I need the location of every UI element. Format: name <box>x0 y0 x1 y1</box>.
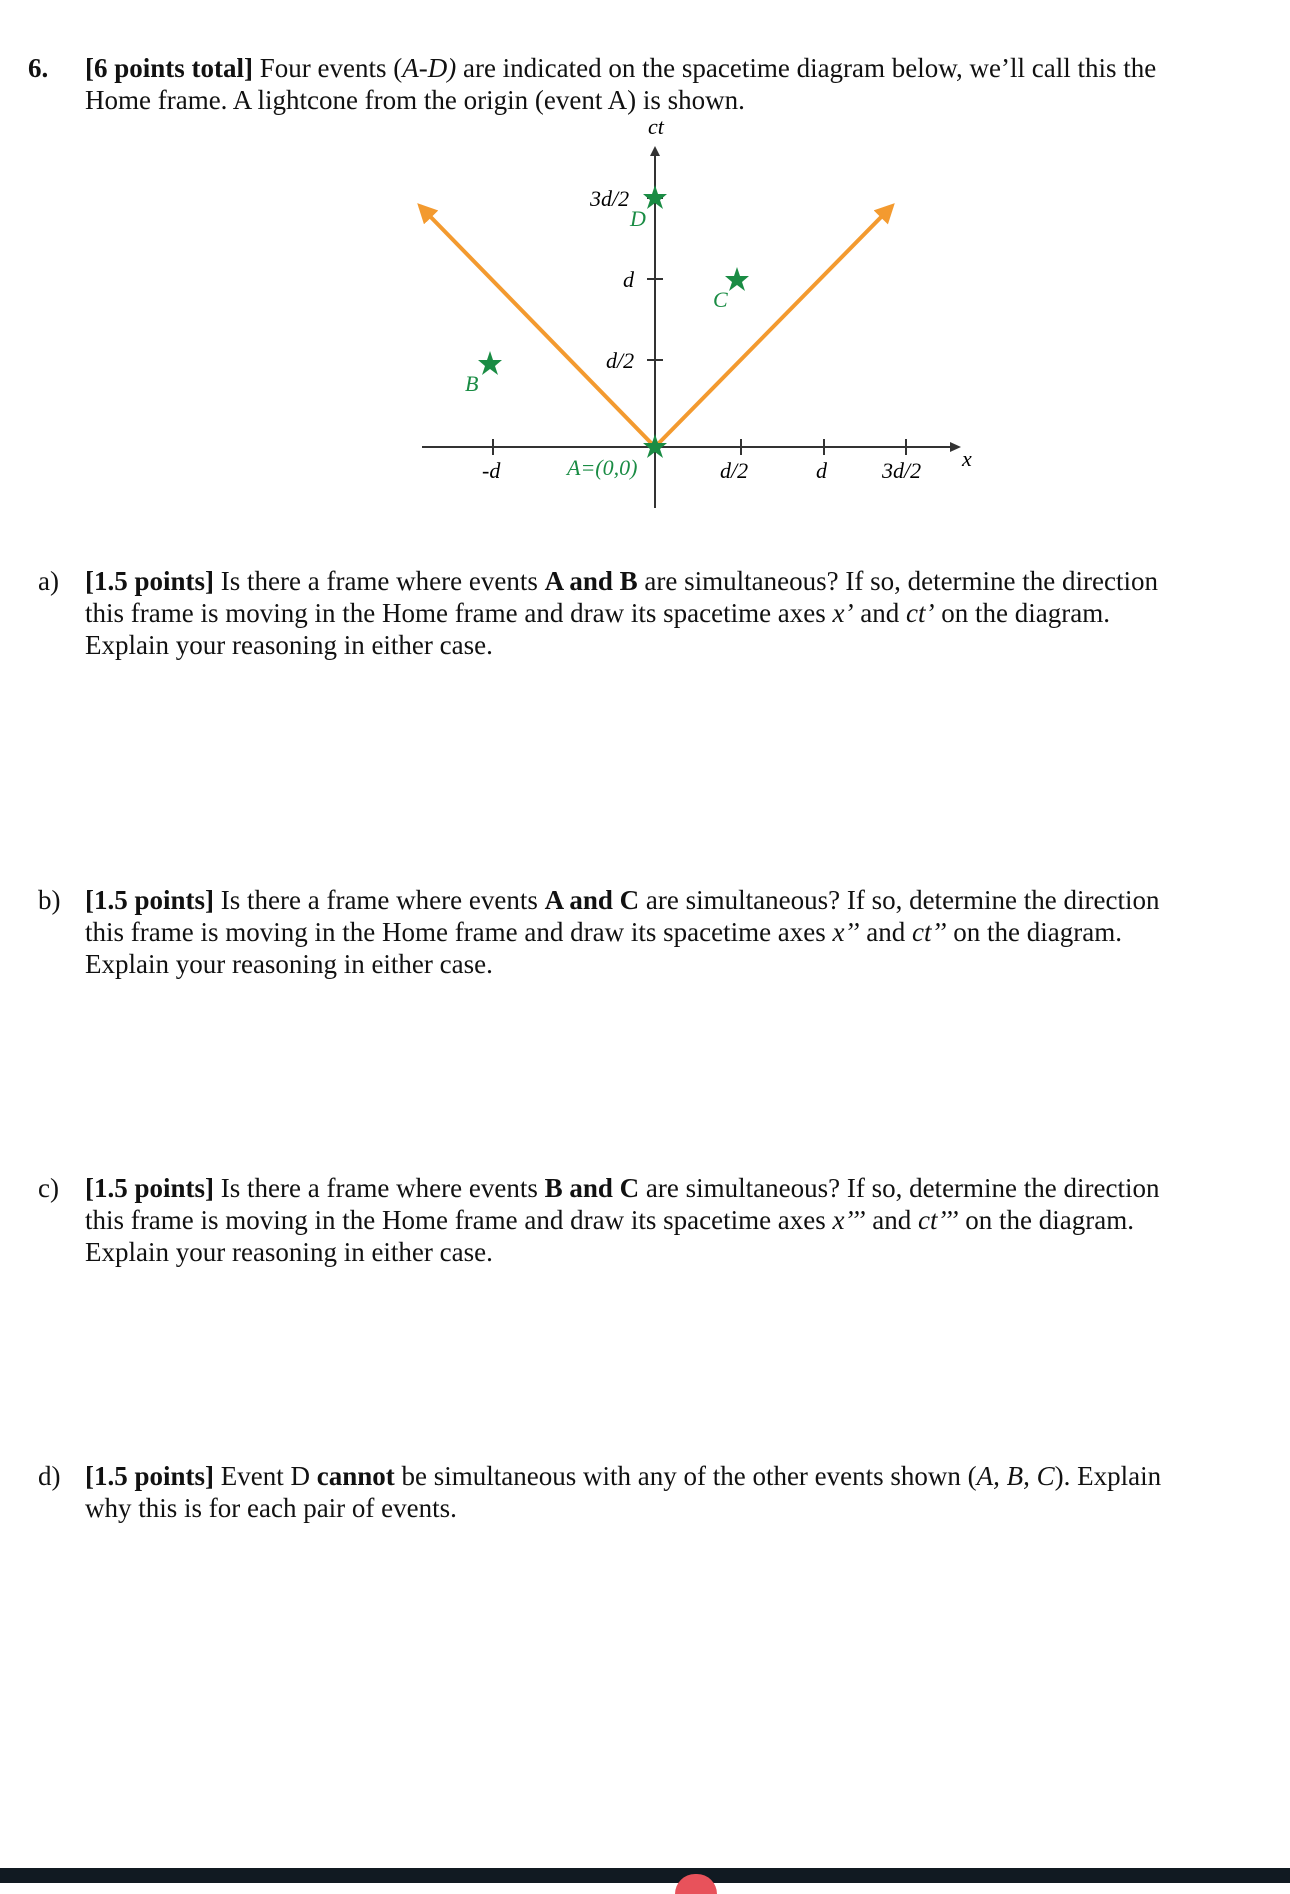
spacetime-diagram <box>400 112 1000 512</box>
part-a-letter: a) <box>38 566 59 596</box>
part-b-ct-axis-name: ct’’ <box>912 917 947 947</box>
part-c-ct-axis-name: ct’’’ <box>918 1205 959 1235</box>
part-d-line-1 <box>85 1460 1265 1492</box>
part-a-points: [1.5 points] <box>85 566 215 596</box>
part-a-line-1 <box>85 565 1265 597</box>
x-axis-label: x <box>962 446 972 471</box>
lightcone-right <box>655 206 892 447</box>
part-c-text: this frame is moving in the Home frame and draw its spacetime axes <box>85 1205 833 1235</box>
y-tick-label-d: d <box>623 267 634 292</box>
intro-text-1a: Four events ( <box>259 53 403 83</box>
origin-label: A=(0,0) <box>567 455 638 480</box>
part-d-events: A, B, C <box>976 1461 1055 1491</box>
part-a-text: are simultaneous? If so, determine the direction <box>637 566 1158 596</box>
part-c-x-axis-name: x’’’ <box>832 1205 866 1235</box>
question-intro <box>85 52 1265 116</box>
question-number: 6. <box>28 53 49 83</box>
intro-text-1b: are indicated on the spacetime diagram below, we’ll call this the <box>456 53 1157 83</box>
part-a-x-axis-name: x’ <box>832 598 854 628</box>
x-tick-label-3d2: 3d/2 <box>882 458 922 483</box>
x-tick-label-d2: d/2 <box>720 458 749 483</box>
part-a-line-3: Explain your reasoning in either case. <box>85 630 493 660</box>
event-c-star <box>725 267 749 291</box>
y-tick-label-3d2: 3d/2 <box>590 186 630 211</box>
part-b <box>85 884 1265 980</box>
part-b-line-1 <box>85 884 1265 916</box>
part-a-events: A and B <box>544 566 638 596</box>
part-b-line-2 <box>85 916 1265 948</box>
part-b-text: and <box>859 917 913 947</box>
part-c-text: are simultaneous? If so, determine the direction <box>639 1173 1160 1203</box>
part-b-text: on the diagram. <box>946 917 1122 947</box>
part-c-line-1 <box>85 1172 1265 1204</box>
part-c-points: [1.5 points] <box>85 1173 215 1203</box>
part-d-text: ). Explain <box>1054 1461 1162 1491</box>
event-c-label: C <box>713 287 728 312</box>
part-b-text: this frame is moving in the Home frame and draw its spacetime axes <box>85 917 833 947</box>
part-d-text: Event D <box>214 1461 317 1491</box>
part-c-line-3: Explain your reasoning in either case. <box>85 1237 493 1267</box>
part-c <box>85 1172 1265 1268</box>
ct-axis-label: ct <box>648 114 664 139</box>
part-a-text: this frame is moving in the Home frame and draw its spacetime axes <box>85 598 833 628</box>
part-c-letter: c) <box>38 1173 59 1203</box>
bottom-bar <box>0 1868 1290 1883</box>
part-c-text: on the diagram. <box>958 1205 1134 1235</box>
part-b-letter: b) <box>38 885 61 915</box>
part-d <box>85 1460 1265 1524</box>
part-b-line-3: Explain your reasoning in either case. <box>85 949 493 979</box>
part-c-text: and <box>865 1205 919 1235</box>
x-axis-arrowhead <box>950 442 961 452</box>
part-b-text: Is there a frame where events <box>214 885 545 915</box>
part-d-points: [1.5 points] <box>85 1461 215 1491</box>
part-c-events: B and C <box>544 1173 640 1203</box>
part-a-ct-axis-name: ct’ <box>906 598 935 628</box>
question-intro-line-1 <box>85 52 1265 84</box>
part-a-text: Is there a frame where events <box>214 566 545 596</box>
event-b-label: B <box>465 371 479 396</box>
part-c-line-2 <box>85 1204 1265 1236</box>
part-b-text: are simultaneous? If so, determine the direction <box>639 885 1160 915</box>
part-a-line-2 <box>85 597 1265 629</box>
part-a <box>85 565 1265 661</box>
part-a-text: and <box>853 598 907 628</box>
part-d-emphasis: cannot <box>316 1461 395 1491</box>
intro-events-range: A-D) <box>402 53 457 83</box>
x-tick-label-d: d <box>816 458 827 483</box>
part-c-text: Is there a frame where events <box>214 1173 545 1203</box>
ct-axis-arrowhead <box>650 146 660 156</box>
question-intro-line-2: Home frame. A lightcone from the origin (event A) is shown. <box>85 85 745 115</box>
part-a-text: on the diagram. <box>934 598 1110 628</box>
event-d-label: D <box>630 206 646 231</box>
event-b-star <box>478 351 502 375</box>
question-points: [6 points total] <box>85 53 253 83</box>
part-b-x-axis-name: x’’ <box>832 917 860 947</box>
part-d-letter: d) <box>38 1461 61 1491</box>
part-d-text: be simultaneous with any of the other events shown ( <box>394 1461 977 1491</box>
x-tick-label-neg-d: -d <box>482 458 501 483</box>
y-tick-label-d2: d/2 <box>606 348 635 373</box>
part-b-events: A and C <box>544 885 640 915</box>
part-b-points: [1.5 points] <box>85 885 215 915</box>
lightcone-left <box>420 206 655 447</box>
part-d-line-2: why this is for each pair of events. <box>85 1493 457 1523</box>
